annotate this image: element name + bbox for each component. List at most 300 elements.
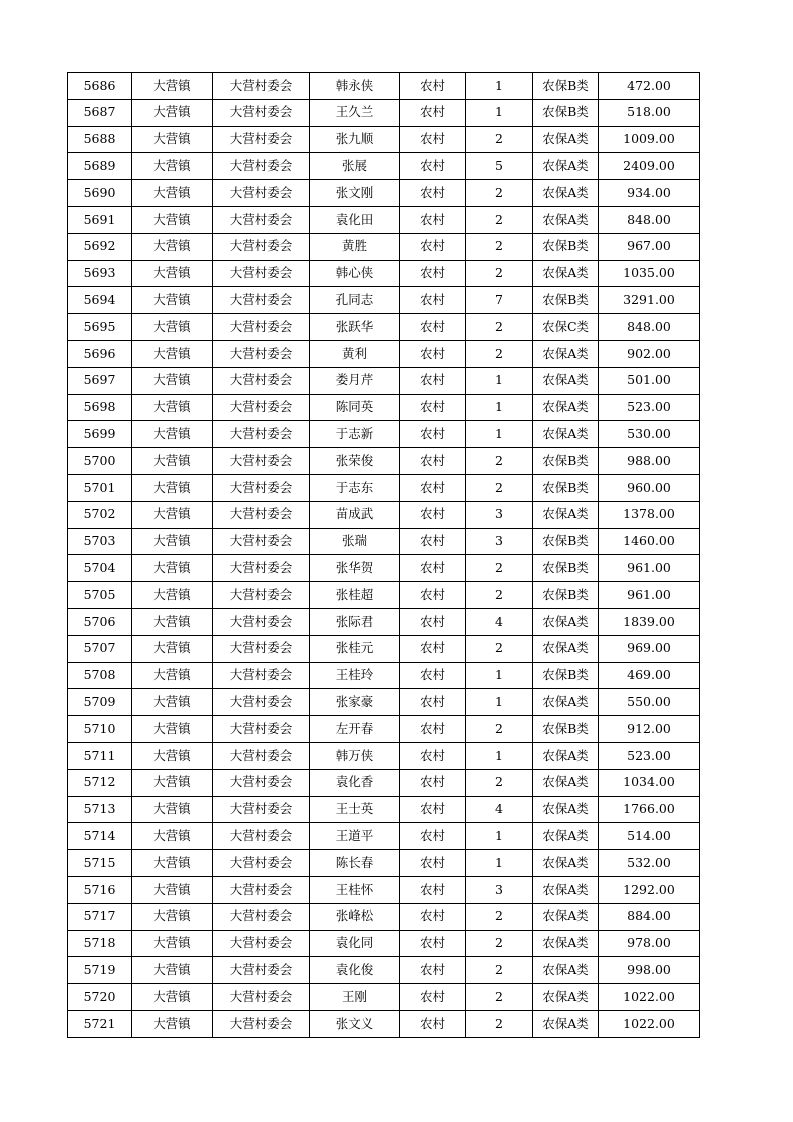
town-cell: 大营镇 — [132, 340, 213, 367]
amount-cell: 1766.00 — [599, 796, 700, 823]
village-committee-cell: 大营村委会 — [213, 126, 310, 153]
name-cell: 陈同英 — [310, 394, 400, 421]
category-cell: 农保B类 — [533, 99, 599, 126]
category-cell: 农保B类 — [533, 528, 599, 555]
area-type-cell: 农村 — [400, 501, 466, 528]
town-cell: 大营镇 — [132, 608, 213, 635]
village-committee-cell: 大营村委会 — [213, 233, 310, 260]
amount-cell: 523.00 — [599, 742, 700, 769]
household-size-cell: 1 — [466, 850, 533, 877]
category-cell: 农保A类 — [533, 394, 599, 421]
table-row — [68, 742, 700, 769]
area-type-cell: 农村 — [400, 1010, 466, 1037]
amount-cell: 960.00 — [599, 474, 700, 501]
village-committee-cell: 大营村委会 — [213, 153, 310, 180]
name-cell: 苗成武 — [310, 501, 400, 528]
village-committee-cell: 大营村委会 — [213, 421, 310, 448]
town-cell: 大营镇 — [132, 742, 213, 769]
village-committee-cell: 大营村委会 — [213, 903, 310, 930]
town-cell: 大营镇 — [132, 555, 213, 582]
household-size-cell: 2 — [466, 260, 533, 287]
amount-cell: 961.00 — [599, 555, 700, 582]
serial-number-cell: 5713 — [68, 796, 132, 823]
category-cell: 农保A类 — [533, 957, 599, 984]
serial-number-cell: 5691 — [68, 206, 132, 233]
serial-number-cell: 5687 — [68, 99, 132, 126]
village-committee-cell: 大营村委会 — [213, 930, 310, 957]
name-cell: 于志新 — [310, 421, 400, 448]
category-cell: 农保A类 — [533, 421, 599, 448]
category-cell: 农保A类 — [533, 796, 599, 823]
amount-cell: 1378.00 — [599, 501, 700, 528]
amount-cell: 532.00 — [599, 850, 700, 877]
name-cell: 黄胜 — [310, 233, 400, 260]
area-type-cell: 农村 — [400, 340, 466, 367]
name-cell: 张文刚 — [310, 180, 400, 207]
table-row — [68, 528, 700, 555]
name-cell: 张际君 — [310, 608, 400, 635]
category-cell: 农保A类 — [533, 742, 599, 769]
household-size-cell: 2 — [466, 930, 533, 957]
serial-number-cell: 5694 — [68, 287, 132, 314]
category-cell: 农保A类 — [533, 689, 599, 716]
village-committee-cell: 大营村委会 — [213, 635, 310, 662]
household-size-cell: 3 — [466, 528, 533, 555]
serial-number-cell: 5698 — [68, 394, 132, 421]
amount-cell: 530.00 — [599, 421, 700, 448]
amount-cell: 1292.00 — [599, 876, 700, 903]
village-committee-cell: 大营村委会 — [213, 957, 310, 984]
village-committee-cell: 大营村委会 — [213, 394, 310, 421]
amount-cell: 934.00 — [599, 180, 700, 207]
household-size-cell: 2 — [466, 474, 533, 501]
table-row — [68, 823, 700, 850]
table-row — [68, 73, 700, 100]
area-type-cell: 农村 — [400, 233, 466, 260]
name-cell: 张家豪 — [310, 689, 400, 716]
category-cell: 农保A类 — [533, 608, 599, 635]
amount-cell: 469.00 — [599, 662, 700, 689]
area-type-cell: 农村 — [400, 850, 466, 877]
name-cell: 娄月芹 — [310, 367, 400, 394]
category-cell: 农保B类 — [533, 448, 599, 475]
area-type-cell: 农村 — [400, 957, 466, 984]
household-size-cell: 1 — [466, 689, 533, 716]
town-cell: 大营镇 — [132, 474, 213, 501]
table-row — [68, 394, 700, 421]
village-committee-cell: 大营村委会 — [213, 555, 310, 582]
name-cell: 张荣俊 — [310, 448, 400, 475]
serial-number-cell: 5692 — [68, 233, 132, 260]
village-committee-cell: 大营村委会 — [213, 662, 310, 689]
household-size-cell: 1 — [466, 742, 533, 769]
amount-cell: 998.00 — [599, 957, 700, 984]
area-type-cell: 农村 — [400, 769, 466, 796]
category-cell: 农保A类 — [533, 153, 599, 180]
serial-number-cell: 5709 — [68, 689, 132, 716]
town-cell: 大营镇 — [132, 126, 213, 153]
household-size-cell: 3 — [466, 501, 533, 528]
serial-number-cell: 5718 — [68, 930, 132, 957]
table-row — [68, 180, 700, 207]
town-cell: 大营镇 — [132, 823, 213, 850]
area-type-cell: 农村 — [400, 367, 466, 394]
area-type-cell: 农村 — [400, 555, 466, 582]
category-cell: 农保B类 — [533, 582, 599, 609]
benefit-table-container — [67, 72, 700, 1038]
category-cell: 农保A类 — [533, 367, 599, 394]
serial-number-cell: 5711 — [68, 742, 132, 769]
area-type-cell: 农村 — [400, 876, 466, 903]
name-cell: 孔同志 — [310, 287, 400, 314]
table-row — [68, 153, 700, 180]
serial-number-cell: 5706 — [68, 608, 132, 635]
name-cell: 张桂超 — [310, 582, 400, 609]
category-cell: 农保A类 — [533, 984, 599, 1011]
amount-cell: 884.00 — [599, 903, 700, 930]
household-size-cell: 2 — [466, 635, 533, 662]
serial-number-cell: 5716 — [68, 876, 132, 903]
category-cell: 农保A类 — [533, 635, 599, 662]
village-committee-cell: 大营村委会 — [213, 99, 310, 126]
town-cell: 大营镇 — [132, 984, 213, 1011]
town-cell: 大营镇 — [132, 314, 213, 341]
table-body — [68, 73, 700, 1038]
table-row — [68, 716, 700, 743]
area-type-cell: 农村 — [400, 930, 466, 957]
category-cell: 农保A类 — [533, 1010, 599, 1037]
name-cell: 张桂元 — [310, 635, 400, 662]
town-cell: 大营镇 — [132, 769, 213, 796]
village-committee-cell: 大营村委会 — [213, 689, 310, 716]
category-cell: 农保A类 — [533, 501, 599, 528]
serial-number-cell: 5707 — [68, 635, 132, 662]
village-committee-cell: 大营村委会 — [213, 367, 310, 394]
name-cell: 王道平 — [310, 823, 400, 850]
town-cell: 大营镇 — [132, 448, 213, 475]
amount-cell: 2409.00 — [599, 153, 700, 180]
amount-cell: 501.00 — [599, 367, 700, 394]
town-cell: 大营镇 — [132, 394, 213, 421]
serial-number-cell: 5686 — [68, 73, 132, 100]
category-cell: 农保B类 — [533, 73, 599, 100]
amount-cell: 1009.00 — [599, 126, 700, 153]
household-size-cell: 2 — [466, 314, 533, 341]
amount-cell: 902.00 — [599, 340, 700, 367]
village-committee-cell: 大营村委会 — [213, 73, 310, 100]
area-type-cell: 农村 — [400, 984, 466, 1011]
category-cell: 农保B类 — [533, 716, 599, 743]
table-row — [68, 984, 700, 1011]
town-cell: 大营镇 — [132, 206, 213, 233]
serial-number-cell: 5710 — [68, 716, 132, 743]
table-row — [68, 340, 700, 367]
name-cell: 王桂玲 — [310, 662, 400, 689]
amount-cell: 514.00 — [599, 823, 700, 850]
household-size-cell: 2 — [466, 582, 533, 609]
serial-number-cell: 5701 — [68, 474, 132, 501]
name-cell: 韩心侠 — [310, 260, 400, 287]
town-cell: 大营镇 — [132, 930, 213, 957]
amount-cell: 550.00 — [599, 689, 700, 716]
town-cell: 大营镇 — [132, 528, 213, 555]
amount-cell: 988.00 — [599, 448, 700, 475]
amount-cell: 1034.00 — [599, 769, 700, 796]
table-row — [68, 850, 700, 877]
amount-cell: 1035.00 — [599, 260, 700, 287]
area-type-cell: 农村 — [400, 260, 466, 287]
name-cell: 张展 — [310, 153, 400, 180]
amount-cell: 1460.00 — [599, 528, 700, 555]
serial-number-cell: 5715 — [68, 850, 132, 877]
category-cell: 农保A类 — [533, 206, 599, 233]
serial-number-cell: 5708 — [68, 662, 132, 689]
village-committee-cell: 大营村委会 — [213, 796, 310, 823]
name-cell: 张华贺 — [310, 555, 400, 582]
serial-number-cell: 5705 — [68, 582, 132, 609]
name-cell: 左开春 — [310, 716, 400, 743]
name-cell: 张九顺 — [310, 126, 400, 153]
table-row — [68, 367, 700, 394]
serial-number-cell: 5699 — [68, 421, 132, 448]
table-row — [68, 287, 700, 314]
village-committee-cell: 大营村委会 — [213, 984, 310, 1011]
household-size-cell: 2 — [466, 1010, 533, 1037]
serial-number-cell: 5721 — [68, 1010, 132, 1037]
town-cell: 大营镇 — [132, 1010, 213, 1037]
household-size-cell: 2 — [466, 716, 533, 743]
name-cell: 王士英 — [310, 796, 400, 823]
household-size-cell: 1 — [466, 823, 533, 850]
serial-number-cell: 5717 — [68, 903, 132, 930]
category-cell: 农保A类 — [533, 126, 599, 153]
town-cell: 大营镇 — [132, 260, 213, 287]
table-row — [68, 126, 700, 153]
household-size-cell: 2 — [466, 769, 533, 796]
town-cell: 大营镇 — [132, 582, 213, 609]
area-type-cell: 农村 — [400, 528, 466, 555]
area-type-cell: 农村 — [400, 635, 466, 662]
table-row — [68, 769, 700, 796]
area-type-cell: 农村 — [400, 796, 466, 823]
amount-cell: 969.00 — [599, 635, 700, 662]
village-committee-cell: 大营村委会 — [213, 769, 310, 796]
serial-number-cell: 5702 — [68, 501, 132, 528]
town-cell: 大营镇 — [132, 716, 213, 743]
category-cell: 农保A类 — [533, 930, 599, 957]
town-cell: 大营镇 — [132, 635, 213, 662]
town-cell: 大营镇 — [132, 689, 213, 716]
amount-cell: 523.00 — [599, 394, 700, 421]
name-cell: 张峰松 — [310, 903, 400, 930]
table-row — [68, 501, 700, 528]
household-size-cell: 2 — [466, 984, 533, 1011]
area-type-cell: 农村 — [400, 716, 466, 743]
town-cell: 大营镇 — [132, 501, 213, 528]
table-row — [68, 421, 700, 448]
village-committee-cell: 大营村委会 — [213, 850, 310, 877]
table-row — [68, 233, 700, 260]
amount-cell: 961.00 — [599, 582, 700, 609]
category-cell: 农保C类 — [533, 314, 599, 341]
household-size-cell: 2 — [466, 555, 533, 582]
town-cell: 大营镇 — [132, 796, 213, 823]
village-committee-cell: 大营村委会 — [213, 287, 310, 314]
area-type-cell: 农村 — [400, 287, 466, 314]
category-cell: 农保B类 — [533, 233, 599, 260]
amount-cell: 1022.00 — [599, 984, 700, 1011]
town-cell: 大营镇 — [132, 153, 213, 180]
area-type-cell: 农村 — [400, 153, 466, 180]
household-size-cell: 4 — [466, 796, 533, 823]
amount-cell: 1022.00 — [599, 1010, 700, 1037]
table-row — [68, 582, 700, 609]
village-committee-cell: 大营村委会 — [213, 608, 310, 635]
category-cell: 农保A类 — [533, 850, 599, 877]
category-cell: 农保A类 — [533, 340, 599, 367]
area-type-cell: 农村 — [400, 73, 466, 100]
serial-number-cell: 5714 — [68, 823, 132, 850]
serial-number-cell: 5697 — [68, 367, 132, 394]
table-row — [68, 796, 700, 823]
serial-number-cell: 5689 — [68, 153, 132, 180]
table-row — [68, 635, 700, 662]
serial-number-cell: 5720 — [68, 984, 132, 1011]
serial-number-cell: 5712 — [68, 769, 132, 796]
household-size-cell: 3 — [466, 876, 533, 903]
table-row — [68, 448, 700, 475]
village-committee-cell: 大营村委会 — [213, 448, 310, 475]
area-type-cell: 农村 — [400, 689, 466, 716]
town-cell: 大营镇 — [132, 662, 213, 689]
name-cell: 袁化田 — [310, 206, 400, 233]
name-cell: 韩永侠 — [310, 73, 400, 100]
benefit-table — [67, 72, 700, 1038]
serial-number-cell: 5693 — [68, 260, 132, 287]
household-size-cell: 2 — [466, 233, 533, 260]
amount-cell: 848.00 — [599, 206, 700, 233]
serial-number-cell: 5719 — [68, 957, 132, 984]
village-committee-cell: 大营村委会 — [213, 180, 310, 207]
area-type-cell: 农村 — [400, 742, 466, 769]
village-committee-cell: 大营村委会 — [213, 314, 310, 341]
village-committee-cell: 大营村委会 — [213, 876, 310, 903]
category-cell: 农保B类 — [533, 474, 599, 501]
household-size-cell: 1 — [466, 662, 533, 689]
serial-number-cell: 5695 — [68, 314, 132, 341]
serial-number-cell: 5696 — [68, 340, 132, 367]
name-cell: 张文义 — [310, 1010, 400, 1037]
area-type-cell: 农村 — [400, 126, 466, 153]
village-committee-cell: 大营村委会 — [213, 206, 310, 233]
amount-cell: 912.00 — [599, 716, 700, 743]
village-committee-cell: 大营村委会 — [213, 340, 310, 367]
name-cell: 张瑞 — [310, 528, 400, 555]
category-cell: 农保A类 — [533, 903, 599, 930]
area-type-cell: 农村 — [400, 903, 466, 930]
amount-cell: 472.00 — [599, 73, 700, 100]
category-cell: 农保B类 — [533, 662, 599, 689]
area-type-cell: 农村 — [400, 662, 466, 689]
category-cell: 农保A类 — [533, 823, 599, 850]
category-cell: 农保B类 — [533, 287, 599, 314]
category-cell: 农保A类 — [533, 876, 599, 903]
table-row — [68, 930, 700, 957]
amount-cell: 518.00 — [599, 99, 700, 126]
name-cell: 于志东 — [310, 474, 400, 501]
category-cell: 农保A类 — [533, 769, 599, 796]
table-row — [68, 1010, 700, 1037]
area-type-cell: 农村 — [400, 180, 466, 207]
household-size-cell: 4 — [466, 608, 533, 635]
household-size-cell: 5 — [466, 153, 533, 180]
village-committee-cell: 大营村委会 — [213, 501, 310, 528]
table-row — [68, 206, 700, 233]
table-row — [68, 99, 700, 126]
town-cell: 大营镇 — [132, 287, 213, 314]
village-committee-cell: 大营村委会 — [213, 474, 310, 501]
category-cell: 农保A类 — [533, 180, 599, 207]
serial-number-cell: 5703 — [68, 528, 132, 555]
name-cell: 袁化同 — [310, 930, 400, 957]
serial-number-cell: 5700 — [68, 448, 132, 475]
village-committee-cell: 大营村委会 — [213, 716, 310, 743]
amount-cell: 1839.00 — [599, 608, 700, 635]
household-size-cell: 2 — [466, 957, 533, 984]
village-committee-cell: 大营村委会 — [213, 528, 310, 555]
town-cell: 大营镇 — [132, 957, 213, 984]
area-type-cell: 农村 — [400, 206, 466, 233]
table-row — [68, 876, 700, 903]
household-size-cell: 1 — [466, 99, 533, 126]
household-size-cell: 2 — [466, 903, 533, 930]
table-row — [68, 555, 700, 582]
name-cell: 王刚 — [310, 984, 400, 1011]
category-cell: 农保B类 — [533, 555, 599, 582]
name-cell: 王久兰 — [310, 99, 400, 126]
area-type-cell: 农村 — [400, 823, 466, 850]
serial-number-cell: 5688 — [68, 126, 132, 153]
area-type-cell: 农村 — [400, 99, 466, 126]
household-size-cell: 2 — [466, 206, 533, 233]
area-type-cell: 农村 — [400, 608, 466, 635]
town-cell: 大营镇 — [132, 99, 213, 126]
table-row — [68, 260, 700, 287]
village-committee-cell: 大营村委会 — [213, 742, 310, 769]
village-committee-cell: 大营村委会 — [213, 582, 310, 609]
category-cell: 农保A类 — [533, 260, 599, 287]
table-row — [68, 474, 700, 501]
table-row — [68, 608, 700, 635]
amount-cell: 3291.00 — [599, 287, 700, 314]
household-size-cell: 2 — [466, 126, 533, 153]
amount-cell: 967.00 — [599, 233, 700, 260]
town-cell: 大营镇 — [132, 180, 213, 207]
town-cell: 大营镇 — [132, 421, 213, 448]
area-type-cell: 农村 — [400, 582, 466, 609]
name-cell: 袁化俊 — [310, 957, 400, 984]
table-row — [68, 957, 700, 984]
village-committee-cell: 大营村委会 — [213, 1010, 310, 1037]
area-type-cell: 农村 — [400, 421, 466, 448]
amount-cell: 848.00 — [599, 314, 700, 341]
town-cell: 大营镇 — [132, 876, 213, 903]
area-type-cell: 农村 — [400, 474, 466, 501]
name-cell: 陈长春 — [310, 850, 400, 877]
serial-number-cell: 5704 — [68, 555, 132, 582]
household-size-cell: 2 — [466, 448, 533, 475]
name-cell: 黄利 — [310, 340, 400, 367]
